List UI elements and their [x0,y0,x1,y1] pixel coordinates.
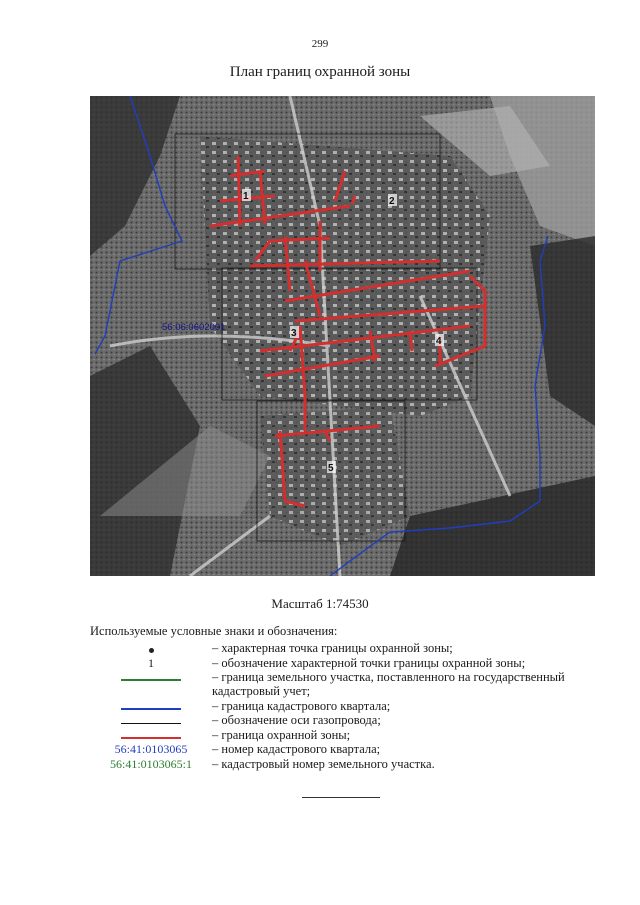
gas-axis-line-icon [121,723,181,724]
legend-item [90,641,610,655]
zone-label-5: 5 [328,463,334,474]
legend-text: – граница земельного участка, поставленного на государственный кадастровый учет; [212,670,565,698]
legend-text: – граница кадастрового квартала; [212,698,391,713]
legend [90,641,610,771]
legend-text: – номер кадастрового квартала; [212,742,381,756]
point-number-sample: 1 [148,655,154,670]
zone-label-3: 3 [291,328,297,339]
legend-item [90,670,610,698]
legend-title: Используемые условные знаки и обозначения: [90,624,338,638]
legend-item [90,656,610,670]
aerial-map [90,96,595,576]
legend-item [90,757,610,771]
legend-item [90,728,610,742]
legend-text: – кадастровый номер земельного участка. [212,756,435,771]
map-scale: Масштаб 1:74530 [271,596,369,611]
page-number: 299 [311,38,329,50]
zone-label-2: 2 [389,196,395,207]
zone-boundary-line-icon [121,737,181,739]
quarter-boundary-line-icon [121,708,181,710]
cadastral-quarter-label: 56:06:0602001 [162,322,226,333]
zone-label-1: 1 [243,191,249,202]
legend-text: – обозначение характерной точки границы охранной зоны; [212,655,526,670]
parcel-number-sample: 56:41:0103065:1 [109,756,192,771]
legend-item [90,742,610,756]
quarter-number-sample: 56:41:0103065 [114,742,188,756]
legend-text: – обозначение оси газопровода; [212,713,381,727]
legend-text: – граница охранной зоны; [212,727,351,742]
legend-text: – характерная точка границы охранной зоны; [212,641,453,655]
legend-item [90,699,610,713]
characteristic-point-dot-icon [149,648,154,653]
zone-label-4: 4 [436,336,442,347]
legend-item [90,713,610,727]
page-title: План границ охранной зоны [229,64,411,80]
parcel-boundary-line-icon [121,679,181,681]
footer-divider [302,797,380,798]
